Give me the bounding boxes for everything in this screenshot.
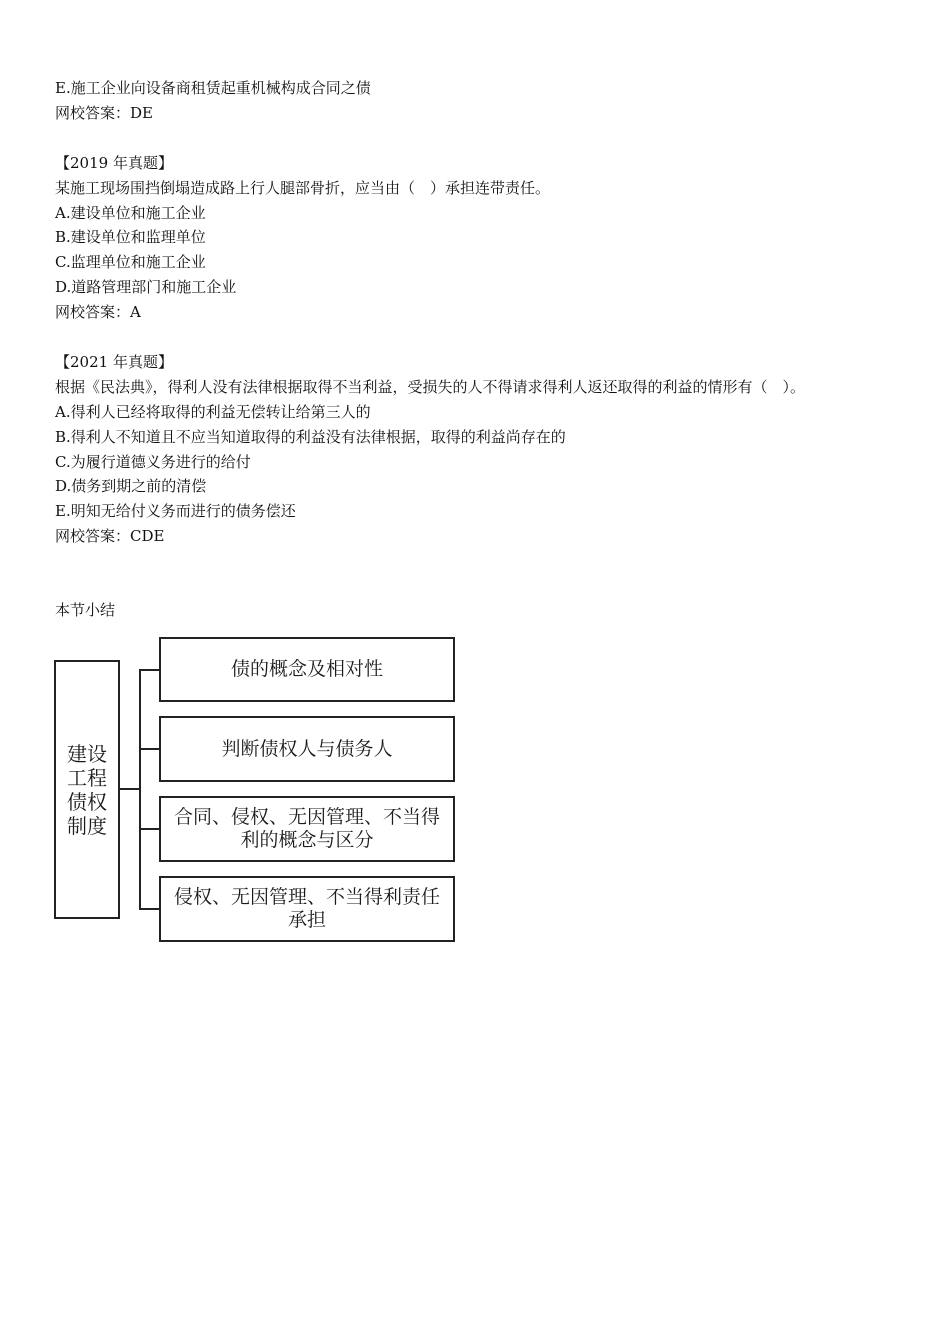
q2019-option-d: D.道路管理部门和施工企业 xyxy=(55,278,237,297)
q2021-option-b: B.得利人不知道且不应当知道取得的利益没有法律根据，取得的利益尚存在的 xyxy=(55,427,566,446)
diagram-node-label: 合同、侵权、无因管理、不当得利的概念与区分 xyxy=(173,806,440,851)
diagram-node-label: 侵权、无因管理、不当得利责任承担 xyxy=(173,886,440,931)
summary-title: 本节小结 xyxy=(55,601,116,619)
q2021-option-a: A.得利人已经将取得的利益无偿转让给第三人的 xyxy=(55,402,371,421)
connector-spine xyxy=(139,669,141,910)
q2021-option-e: E.明知无给付义务而进行的债务偿还 xyxy=(55,502,296,521)
q2019-answer: 网校答案：A xyxy=(55,303,141,322)
document-body xyxy=(55,76,895,549)
connector-root-stub xyxy=(120,788,140,790)
diagram-root-label: 建设工程债权制度 xyxy=(67,741,107,838)
q2021-answer: 网校答案：CDE xyxy=(55,527,165,546)
spacer xyxy=(55,126,895,151)
q2019-stem: 某施工现场围挡倒塌造成路上行人腿部骨折，应当由（ ）承担连带责任。 xyxy=(55,178,551,197)
q2021-heading: 【2021 年真题】 xyxy=(55,352,173,371)
q2019-option-c: C.监理单位和施工企业 xyxy=(55,253,206,272)
diagram-node-3 xyxy=(159,796,455,862)
diagram-node-4 xyxy=(159,876,455,942)
prev-answer: 网校答案：DE xyxy=(55,103,153,122)
q2019-option-a: A.建设单位和施工企业 xyxy=(55,203,206,222)
diagram-node-label: 债的概念及相对性 xyxy=(230,658,383,680)
prev-option-e: E.施工企业向设备商租赁起重机械构成合同之债 xyxy=(55,79,371,97)
spacer xyxy=(55,325,895,350)
connector-branch-4 xyxy=(139,908,160,910)
q2021-option-c: C.为履行道德义务进行的给付 xyxy=(55,452,251,471)
q2021-stem: 根据《民法典》，得利人没有法律根据取得不当利益，受损失的人不得请求得利人返还取得的利益的情形有（ ）。 xyxy=(55,377,806,396)
diagram-node-label: 判断债权人与债务人 xyxy=(221,737,393,760)
diagram-node-1 xyxy=(159,637,455,702)
connector-branch-1 xyxy=(139,669,160,671)
connector-branch-3 xyxy=(139,828,160,830)
diagram-root-node xyxy=(54,660,120,919)
q2021-option-d: D.债务到期之前的清偿 xyxy=(55,477,207,496)
connector-branch-2 xyxy=(139,748,160,750)
q2019-heading: 【2019 年真题】 xyxy=(55,153,173,172)
q2019-option-b: B.建设单位和监理单位 xyxy=(55,228,206,247)
diagram-node-2 xyxy=(159,716,455,782)
